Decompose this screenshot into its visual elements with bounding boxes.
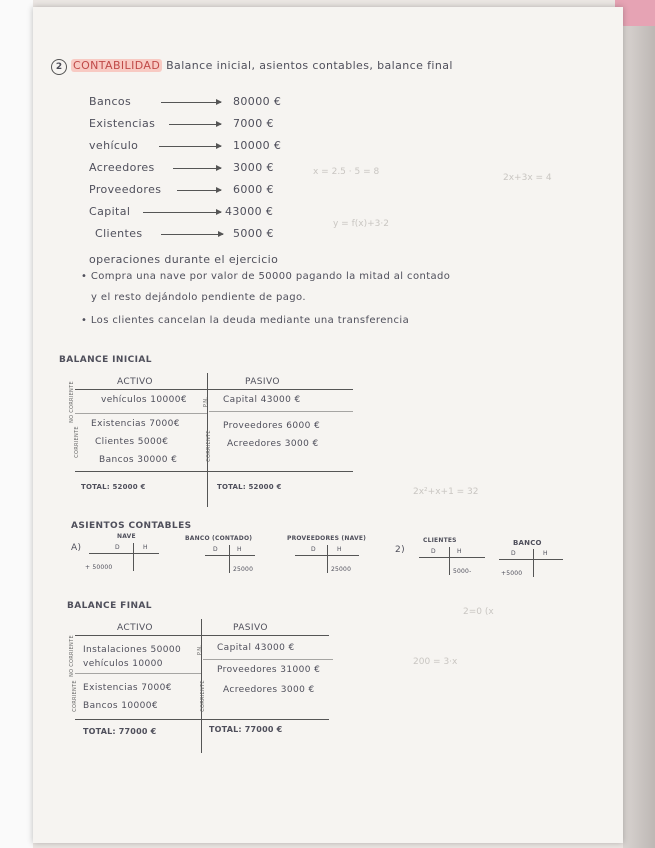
operation-item: • Compra una nave por valor de 50000 pagando la mitad al contado	[81, 271, 451, 282]
title-rest: Balance inicial, asientos contables, balance final	[166, 59, 453, 72]
item-value: 3000 €	[233, 161, 274, 174]
credit-label: H	[457, 548, 462, 555]
activo-row: Clientes 5000€	[95, 437, 169, 447]
item-value: 43000 €	[225, 205, 274, 218]
arrow	[161, 102, 221, 103]
divider	[75, 413, 207, 414]
item-value: 6000 €	[233, 183, 274, 196]
item-value: 5000 €	[233, 227, 274, 240]
t-line	[229, 545, 230, 573]
asiento-a-label: A)	[71, 543, 82, 553]
debit-label: D	[311, 546, 316, 553]
side-label: P.N.	[197, 644, 204, 656]
side-label: CORRIENTE	[199, 680, 206, 712]
activo-row: vehículos 10000€	[101, 395, 188, 405]
right-background	[623, 0, 655, 848]
pasivo-row: Capital 43000 €	[217, 643, 295, 653]
arrow	[169, 124, 221, 125]
account-name: BANCO (CONTADO)	[185, 535, 253, 542]
activo-header: ACTIVO	[117, 377, 153, 387]
total-line	[75, 719, 329, 720]
activo-row: Existencias 7000€	[91, 419, 180, 429]
debit-label: D	[431, 548, 436, 555]
divider	[203, 659, 333, 660]
side-label: CORRIENTE	[71, 680, 78, 712]
account-entry: 25000	[233, 566, 254, 573]
t-line	[133, 543, 134, 571]
operation-item: • Los clientes cancelan la deuda mediante una transferencia	[81, 315, 410, 326]
t-line	[205, 555, 255, 556]
item-value: 80000 €	[233, 95, 282, 108]
pasivo-header: PASIVO	[245, 377, 280, 387]
account-entry: 5000-	[453, 568, 472, 575]
operation-continuation: y el resto dejándolo pendiente de pago.	[91, 292, 306, 303]
pasivo-row: Capital 43000 €	[223, 395, 301, 405]
operation-text: Compra una nave por valor de 50000 pagando la mitad al contado	[90, 271, 451, 282]
activo-row: Existencias 7000€	[83, 683, 172, 693]
balance-inicial-heading: BALANCE INICIAL	[59, 355, 152, 365]
debit-label: D	[511, 550, 516, 557]
credit-label: H	[543, 550, 548, 557]
item-value: 7000 €	[233, 117, 274, 130]
pasivo-row: Proveedores 6000 €	[223, 421, 321, 431]
t-horizontal-line	[75, 389, 353, 390]
activo-row: Bancos 30000 €	[99, 455, 178, 465]
account-name: BANCO	[513, 539, 542, 547]
account-entry: + 50000	[85, 564, 113, 571]
balance-final-heading: BALANCE FINAL	[67, 601, 152, 611]
debit-label: D	[115, 544, 120, 551]
total-pasivo: TOTAL: 52000 €	[217, 483, 282, 491]
section-number: 2	[51, 59, 67, 75]
pasivo-row: Acreedores 3000 €	[227, 439, 319, 449]
operations-heading: operaciones durante el ejercicio	[89, 253, 279, 266]
divider	[209, 411, 353, 412]
side-label: NO CORRIENTE	[68, 381, 75, 423]
divider	[75, 673, 201, 674]
arrow	[159, 146, 221, 147]
activo-row: Instalaciones 50000	[83, 645, 182, 655]
credit-label: H	[237, 546, 242, 553]
total-pasivo: TOTAL: 77000 €	[209, 725, 283, 734]
arrow	[177, 190, 221, 191]
item-label: Clientes	[95, 227, 143, 240]
t-horizontal-line	[75, 635, 329, 636]
account-entry: +5000	[501, 570, 523, 577]
item-value: 10000 €	[233, 139, 282, 152]
item-label: Bancos	[89, 95, 132, 108]
side-label: NO CORRIENTE	[68, 635, 75, 677]
t-line	[89, 553, 159, 554]
pasivo-row: Proveedores 31000 €	[217, 665, 321, 675]
asientos-heading: ASIENTOS CONTABLES	[71, 521, 192, 531]
total-activo: TOTAL: 77000 €	[83, 727, 157, 736]
item-label: Acreedores	[89, 161, 155, 174]
item-label: Existencias	[89, 117, 156, 130]
account-entry: 25000	[331, 566, 352, 573]
t-line	[499, 559, 563, 560]
t-line	[327, 545, 328, 573]
arrow	[173, 168, 221, 169]
account-name: PROVEEDORES (NAVE)	[287, 535, 367, 542]
pasivo-row: Acreedores 3000 €	[223, 685, 315, 695]
side-label: CORRIENTE	[205, 430, 212, 462]
total-activo: TOTAL: 52000 €	[81, 483, 146, 491]
t-line	[533, 549, 534, 577]
title-highlight: CONTABILIDAD	[73, 59, 161, 72]
t-line	[449, 547, 450, 575]
operation-text: Los clientes cancelan la deuda mediante una transferencia	[90, 315, 410, 326]
notebook-page: x = 2.5 · 5 = 8 2x+3x = 4 y = f(x)+3·2 2x²+x+1 = 32 2=0 (x 200 = 3·x 2 CONTABILIDAD Balance inicial, asientos contables, balance final Bancos 80000 € Existencias 7000 € vehículo 10000 € Acreedores 3000 € Proveedores 6000 € Capital 43000 € Clientes 5000 € operaciones durante el ejercicio • Compra una nave por valor de 50000 pagando la mitad al contado y el resto dejándolo pendiente de pago. • Los clientes cancelan la deuda mediante una transferencia BALANCE INICIAL ACTIVO PASIVO NO CORRIENTE CORRIENTE P.N. CORRIENTE vehículos 10000€ Existencias 7000€ Clientes 5000€ Bancos 30000 € Capital 43000 € Proveedores 6000 € Acreedores 3000 € TOTAL: 52000 € TOTAL: 52000 € ASIENTOS CONTABLES A) 2) NAVE D H + 50000 BANCO (CONTADO) D H 25000 PROVEEDORES (NAVE) D H 25000 CLIENTES D H 5000- BANCO D H +5000 BALANCE FINAL ACTIVO PASIVO NO CORRIENTE CORRIENTE P.N. CORRIENTE Instalaciones 50000 vehículos 10000 Existencias 7000€ Bancos 10000€ Capital 43000 € Proveedores 31000 € Acreedores 3000 € TOTAL: 77000 € TOTAL: 77000 €	[33, 7, 623, 843]
left-margin	[0, 0, 33, 848]
page-title	[71, 59, 453, 72]
credit-label: H	[337, 546, 342, 553]
asiento-b-label: 2)	[395, 545, 406, 555]
credit-label: H	[143, 544, 148, 551]
side-label: CORRIENTE	[73, 426, 80, 458]
debit-label: D	[213, 546, 218, 553]
activo-row: vehículos 10000	[83, 659, 163, 669]
item-label: Capital	[89, 205, 131, 218]
side-label: P.N.	[203, 396, 210, 408]
arrow	[143, 212, 221, 213]
total-line	[75, 471, 353, 472]
activo-row: Bancos 10000€	[83, 701, 158, 711]
t-line	[419, 557, 485, 558]
activo-header: ACTIVO	[117, 623, 153, 633]
account-name: CLIENTES	[423, 537, 457, 544]
item-label: Proveedores	[89, 183, 162, 196]
arrow	[161, 234, 223, 235]
pasivo-header: PASIVO	[233, 623, 268, 633]
item-label: vehículo	[89, 139, 139, 152]
account-name: NAVE	[117, 533, 136, 540]
